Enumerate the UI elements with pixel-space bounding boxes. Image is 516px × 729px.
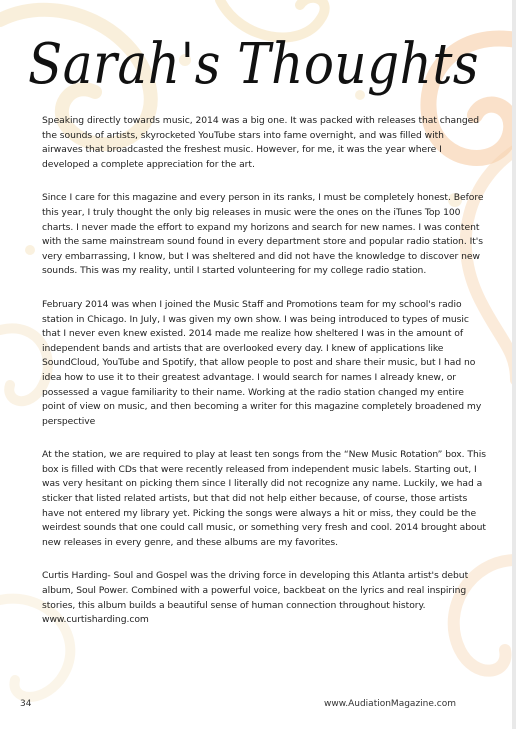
article-paragraph: Curtis Harding- Soul and Gospel was the driving force in developing this Atlanta artist's debut album, Soul Power. Combined with a powerful voice, backbeat on the lyrics and real inspiring stories, this album builds a beautiful sense of human connection throughout history. www.curtisharding.com xyxy=(42,570,469,626)
page-title: Sarah's Thoughts xyxy=(28,31,480,97)
article-paragraph: Speaking directly towards music, 2014 was a big one. It was packed with releases that changed the sounds of artists, skyrocketed YouTube stars into fame overnight, and was filled with airwaves that broadcasted the freshest music. However, for me, it was the year where I developed a complete appreciation for the art. xyxy=(42,115,480,170)
article-paragraph: At the station, we are required to play at least ten songs from the “New Music Rotation” box. This box is filled with CDs that were recently released from independent music labels. Starting out, I was very hesitant on picking them since I literally did not recognize any name. Luckily, we had a sticker that listed related artists, but that did not help either because, of course, those artists have not entered my library yet. Picking the songs were always a hit or miss, they could be the weirdest sounds that one could call music, or something very fresh and cool. 2014 brought about new releases in every genre, and these albums are my favorites. xyxy=(42,449,486,548)
article-paragraph: Since I care for this magazine and every person in its ranks, I must be completely honest. Before this year, I truly thought the only big releases in music were the ones on the iTunes Top 100 charts. I never made the effort to expand my horizons and search for new names. I was content with the same mainstream sound found in every department store and popular radio station. It's very embarrassing, I know, but I was sheltered and did not have the knowledge to discover new sounds. This was my reality, until I started volunteering for my college radio station. xyxy=(42,192,484,277)
swirl-left-middle xyxy=(0,328,48,401)
page-footer xyxy=(20,699,496,713)
dot-ornament xyxy=(25,245,35,255)
page-edge xyxy=(512,0,516,729)
website-link[interactable]: www.AudiationMagazine.com xyxy=(323,699,456,709)
article-paragraph: February 2014 was when I joined the Music Staff and Promotions team for my school's radio station in Chicago. In July, I was given my own show. I was being introduced to types of music that I never even knew existed. 2014 made me realize how sheltered I was in the amount of independent bands and artists that are overlooked every day. I knew of applications like SoundCloud, YouTube and Spotify, that allow people to post and share their music, but I had no idea how to use it to their greatest advantage. I would search for names I already knew, or possessed a vague familiarity to their name. Working at the radio station changed my entire point of view on music, and then becoming a writer for this magazine completely broadened my perspective xyxy=(42,298,482,427)
page-number: 34 xyxy=(20,699,32,709)
article-body xyxy=(42,114,486,647)
